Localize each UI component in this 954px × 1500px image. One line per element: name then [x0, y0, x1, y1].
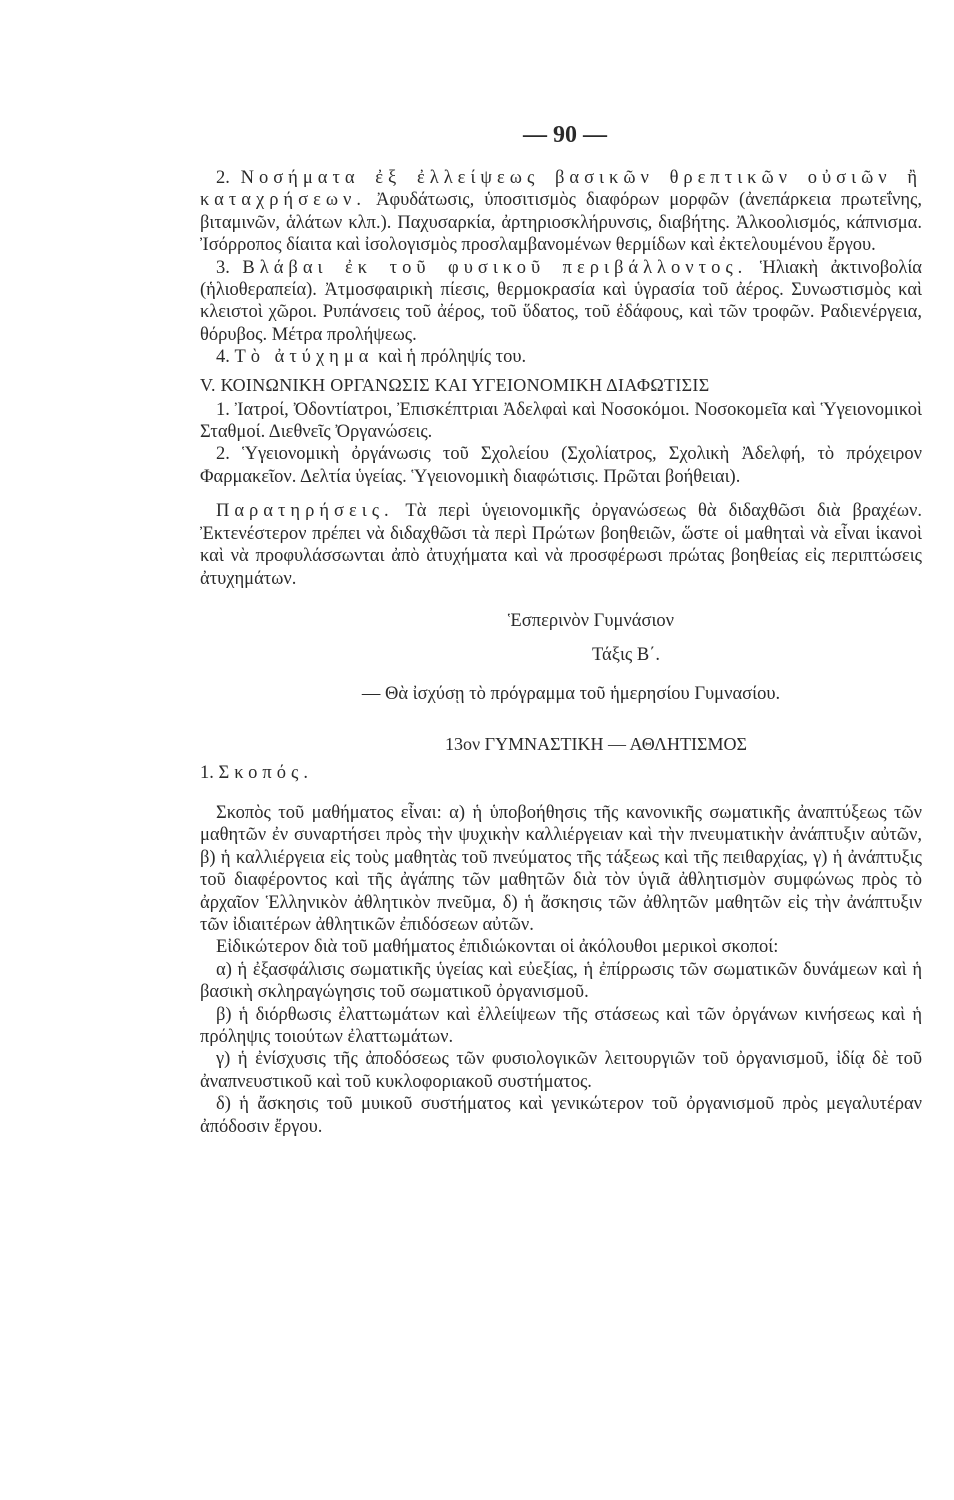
purpose-heading: Σκοπός.: [218, 762, 313, 783]
item-2-heading: Νοσήματα ἐξ ἐλλείψεως βασικῶν θρεπτικῶν οὐσιῶν ἢ καταχρήσεων.: [200, 168, 923, 211]
evening-school-heading: Ἑσπερινὸν Γυμνάσιον: [507, 610, 675, 631]
item-3-number: 3.: [216, 257, 230, 278]
purpose-subheading: [200, 762, 922, 784]
item-4-number: 4.: [216, 347, 230, 368]
section-5-item-1: 1. Ἰατροί, Ὀδοντίατροι, Ἐπισκέπτριαι Ἀδελφαὶ καὶ Νοσοκόμοι. Νοσοκομεῖα καὶ Ὑγειονομικοὶ Σταθμοί. Διεθνεῖς Ὀργανώσεις.: [200, 399, 922, 443]
purpose-number: 1.: [200, 762, 214, 783]
purpose-item-d: δ) ἡ ἄσκησις τοῦ μυικοῦ συστήματος καὶ γενικώτερον τοῦ ὀργανισμοῦ πρὸς μεγαλυτέραν ἀπόδοσιν ἔργου.: [200, 1094, 922, 1137]
spacer: [200, 488, 922, 500]
item-2-paragraph: [200, 167, 922, 257]
section-5-item-2: 2. Ὑγειονομικὴ ὀργάνωσις τοῦ Σχολείου (Σχολίατρος, Σχολικὴ Ἀδελφή, τὸ πρόχειρον Φαρμακεῖον. Δελτία ὑγείας. Ὑγειονομικὴ διαφώτισις. Πρῶται βοήθειαι).: [200, 444, 922, 487]
remarks-text: Τὰ περὶ ὑγειονομικῆς ὀργανώσεως θὰ διδαχθῶσι διὰ βραχέων. Ἐκτενέστερον πρέπει νὰ διδαχθῶσι τὰ περὶ Πρώτων βοηθειῶν, ὥστε οἱ μαθηταὶ νὰ εἶναι ἱκανοὶ καὶ νὰ προφυλάσσωνται ἀπὸ ἀτυχήματα καὶ νὰ προσφέρωσι πρώτας βοηθείας εἰς περιπτώσεις ἀτυχημάτων.: [200, 501, 922, 589]
chapter-13-title: 13ον ΓΥΜΝΑΣΤΙΚΗ — ΑΘΛΗΤΙΣΜΟΣ: [445, 734, 747, 755]
item-3-text: Ἡλιακὴ ἀκτινοβολία (ἡλιοθεραπεία). Ἀτμοσφαιρικὴ πίεσις, θερμοκρασία καὶ ὑγρασία τοῦ ἀέρος. Συνωστισμὸς καὶ κλειστοὶ χῶροι. Ρυπάνσεις τοῦ ἀέρος, τοῦ ὕδατος, τοῦ ἐδάφους, καὶ τῶν τροφῶν. Ραδιενέργεια, θόρυβος. Μέτρα προλήψεως.: [200, 257, 922, 345]
item-4-heading: Τὸ ἀτύχημα: [234, 347, 374, 368]
remarks-heading: Παρατηρήσεις.: [216, 501, 394, 522]
remarks-paragraph: [200, 500, 922, 590]
page-number: — 90 —: [523, 122, 607, 148]
class-heading: Τάξις Β΄.: [591, 645, 661, 666]
item-2-number: 2.: [216, 168, 230, 188]
item-4-paragraph: [200, 346, 922, 368]
purpose-paragraph-1: Σκοπὸς τοῦ μαθήματος εἶναι: α) ἡ ὑποβοήθησις τῆς κανονικῆς σωματικῆς ἀναπτύξεως τῶν μαθητῶν ἐν συναρτήσει πρὸς τὴν ψυχικὴν καλλιέργειαν καὶ τὴν πνευματικὴν ἀνάπτυξιν αὐτῶν, β) ἡ καλλιέργεια εἰς τοὺς μαθητὰς τοῦ πνεύματος τῆς τάξεως καὶ τῆς πειθαρχίας, γ) ἡ ἀνάπτυξις τοῦ διαφέροντος καὶ τῆς ἀγάπης τῶν μαθητῶν διὰ τὸν ὑγιᾶ ἀθλητισμὸν συμφώνως πρὸς τὸ ἀρχαῖον Ἑλληνικὸν ἀθλητικὸν πνεῦμα, δ) ἡ ἄσκησις τῶν ἀθλητῶν μαθητῶν εἰς τὴν ἀνάπτυξιν τῶν ἰδιαιτέρων ἀθλητικῶν ἐπιδόσεων αὐτῶν.: [200, 802, 922, 935]
purpose-item-a: α) ἡ ἐξασφάλισις σωματικῆς ὑγείας καὶ εὐεξίας, ἡ ἐπίρρωσις τῶν σωματικῶν δυνάμεων καὶ ἡ βασικὴ σκληραγώγησις τοῦ σωματικοῦ ὀργανισμοῦ.: [200, 959, 922, 1003]
item-4-text: καὶ ἡ πρόληψίς του.: [378, 347, 527, 368]
purpose-item-c: γ) ἡ ἐνίσχυσις τῆς ἀποδόσεως τῶν φυσιολογικῶν λειτουργιῶν τοῦ ὀργανισμοῦ, ἰδίᾳ δὲ τοῦ ἀναπνευστικοῦ καὶ τοῦ κυκλοφοριακοῦ συστήματος.: [200, 1049, 922, 1092]
item-3-heading: Βλάβαι ἐκ τοῦ φυσικοῦ περιβάλλοντος.: [242, 257, 748, 278]
program-note: — Θὰ ἰσχύσῃ τὸ πρόγραμμα τοῦ ἡμερησίου Γυμνασίου.: [361, 683, 781, 704]
section-5-title: V. ΚΟΙΝΩΝΙΚΗ ΟΡΓΑΝΩΣΙΣ ΚΑΙ ΥΓΕΙΟΝΟΜΙΚΗ ΔΙΑΦΩΤΙΣΙΣ: [200, 374, 710, 395]
purpose-item-b: β) ἡ διόρθωσις ἐλαττωμάτων καὶ ἐλλείψεων τῆς στάσεως καὶ τῶν ὀργάνων κινήσεως καὶ ἡ πρόληψις τοιούτων ἐλαττωμάτων.: [200, 1004, 922, 1047]
item-2-text: Ἀφυδάτωσις, ὑποσιτισμὸς διαφόρων μορφῶν (ἀνεπάρκεια πρωτεΐνης, βιταμινῶν, ἁλάτων κλπ.). Παχυσαρκία, ἀρτηριοσκλήρυνσις, διαβήτης. Ἀλκοολισμός, κάπνισμα. Ἰσόρροπος δίαιτα καὶ ἰσολογισμὸς προσλαμβανομένων θερμίδων καὶ ἐκτελουμένου ἔργου.: [200, 190, 922, 256]
page: [200, 122, 922, 1138]
item-3-paragraph: [200, 257, 922, 347]
purpose-paragraph-2: Εἰδικώτερον διὰ τοῦ μαθήματος ἐπιδιώκονται οἱ ἀκόλουθοι μερικοὶ σκοποί:: [216, 937, 779, 958]
